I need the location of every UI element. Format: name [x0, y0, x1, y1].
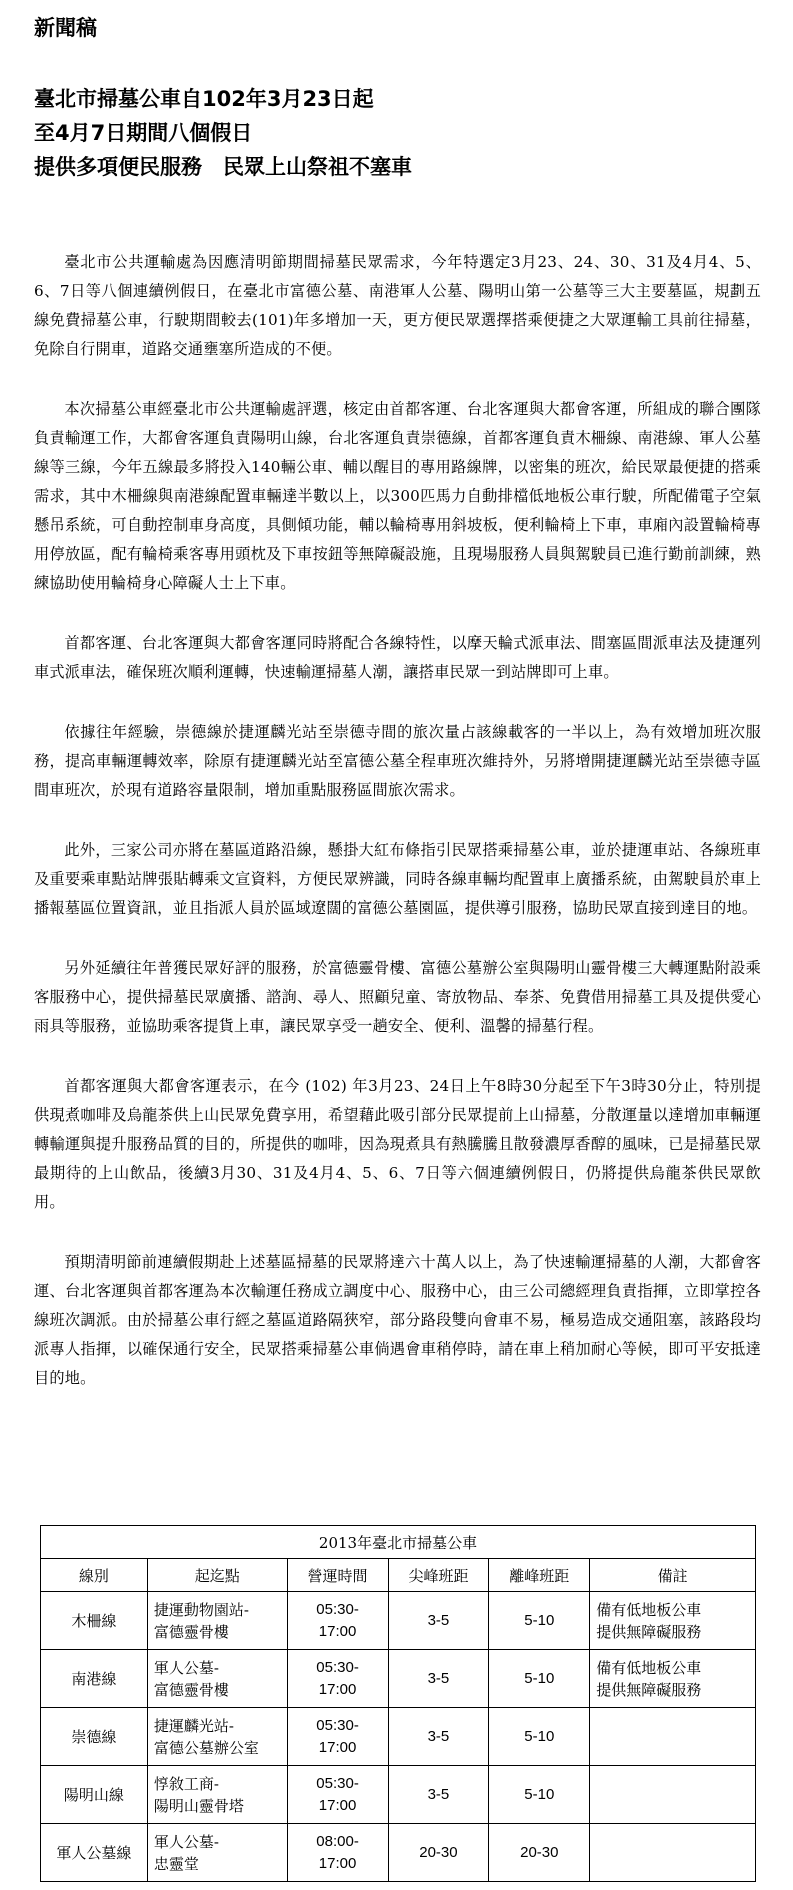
route-end: 富德靈骨樓: [153, 1622, 229, 1641]
table-header-row: [41, 1559, 756, 1592]
offpeak-headway: 20-30: [489, 1824, 590, 1882]
column-header: 線別: [41, 1559, 148, 1592]
hours-start: 08:00-: [316, 1832, 359, 1850]
headline-line-1: 臺北市掃墓公車自102年3月23日起: [34, 87, 374, 111]
table-row: [41, 1592, 756, 1650]
route-start: 軍人公墓-: [153, 1832, 219, 1851]
route-end: 忠靈堂: [153, 1854, 199, 1873]
headline-line-3: 提供多項便民服務 民眾上山祭祖不塞車: [34, 155, 412, 179]
line-name: 陽明山線: [41, 1766, 148, 1824]
body-text: [34, 248, 761, 1424]
note-cell: [590, 1766, 756, 1824]
peak-headway: 3-5: [388, 1708, 489, 1766]
line-name: 軍人公墓線: [41, 1824, 148, 1882]
note-cell: [590, 1592, 756, 1650]
route-start: 惇敘工商-: [153, 1774, 219, 1793]
paragraph: 本次掃墓公車經臺北市公共運輸處評選，核定由首都客運、台北客運與大都會客運，所組成的聯合團隊負責輸運工作，大都會客運負責陽明山線，台北客運負責崇德線，首都客運負責木柵線、南港線、軍人公墓線等三線，今年五線最多將投入140輛公車、輔以醒目的專用路線牌，以密集的班次，給民眾最便捷的搭乘需求，其中木柵線與南港線配置車輛達半數以上，以300匹馬力自動排檔低地板公車行駛，所配備電子空氣懸吊系統，可自動控制車身高度，具側傾功能，輔以輪椅專用斜坡板，便利輪椅上下車，車廂內設置輪椅專用停放區，配有輪椅乘客專用頭枕及下車按鈕等無障礙設施，且現場服務人員與駕駛員已進行勤前訓練，熟練協助使用輪椅身心障礙人士上下車。: [34, 400, 761, 592]
route-cell: [147, 1650, 287, 1708]
offpeak-headway: 5-10: [489, 1708, 590, 1766]
peak-headway: 3-5: [388, 1592, 489, 1650]
hours-start: 05:30-: [316, 1658, 359, 1676]
offpeak-headway: 5-10: [489, 1650, 590, 1708]
hours-start: 05:30-: [316, 1774, 359, 1792]
line-name: 崇德線: [41, 1708, 148, 1766]
peak-headway: 3-5: [388, 1766, 489, 1824]
hours-end: 17:00: [318, 1680, 357, 1698]
note-cell: [590, 1650, 756, 1708]
route-start: 捷運麟光站-: [153, 1716, 234, 1735]
hours-cell: [287, 1592, 388, 1650]
column-header: 備註: [590, 1559, 756, 1592]
hours-start: 05:30-: [316, 1600, 359, 1618]
note-line: 備有低地板公車: [596, 1658, 702, 1677]
paragraph: 首都客運、台北客運與大都會客運同時將配合各線特性，以摩天輪式派車法、間塞區間派車法及捷運列車式派車法，確保班次順利運轉，快速輸運掃墓人潮，讓搭車民眾一到站牌即可上車。: [34, 634, 761, 681]
column-header: 離峰班距: [489, 1559, 590, 1592]
route-start: 捷運動物園站-: [153, 1600, 249, 1619]
headline: [34, 82, 412, 184]
offpeak-headway: 5-10: [489, 1766, 590, 1824]
paragraph: 預期清明節前連續假期赴上述墓區掃墓的民眾將達六十萬人以上，為了快速輸運掃墓的人潮，大都會客運、台北客運與首都客運為本次輸運任務成立調度中心、服務中心，由三公司總經理負責指揮，立即掌控各線班次調派。由於掃墓公車行經之墓區道路隔狹窄，部分路段雙向會車不易，極易造成交通阻塞，該路段均派專人指揮，以確保通行安全，民眾搭乘掃墓公車倘遇會車稍停時，請在車上稍加耐心等候，即可平安抵達目的地。: [34, 1253, 761, 1387]
hours-end: 17:00: [318, 1622, 357, 1640]
column-header: 起迄點: [147, 1559, 287, 1592]
table-row: [41, 1766, 756, 1824]
paragraph: 另外延續往年普獲民眾好評的服務，於富德靈骨樓、富德公墓辦公室與陽明山靈骨樓三大轉運點附設乘客服務中心，提供掃墓民眾廣播、諮詢、尋人、照顧兒童、寄放物品、奉茶、免費借用掃墓工具及提供愛心雨具等服務，並協助乘客提貨上車，讓民眾享受一趟安全、便利、溫馨的掃墓行程。: [34, 959, 761, 1035]
headline-line-2: 至4月7日期間八個假日: [34, 121, 253, 145]
route-cell: [147, 1766, 287, 1824]
route-end: 富德公墓辦公室: [153, 1738, 259, 1757]
table-row: [41, 1708, 756, 1766]
route-end: 富德靈骨樓: [153, 1680, 229, 1699]
hours-start: 05:30-: [316, 1716, 359, 1734]
paragraph: 首都客運與大都會客運表示，在今 (102) 年3月23、24日上午8時30分起至下午3時30分止，特別提供現煮咖啡及烏龍茶供上山民眾免費享用，希望藉此吸引部分民眾提前上山掃墓，分散運量以達增加車輛運轉輸運與提升服務品質的目的，所提供的咖啡，因為現煮具有熱騰騰且散發濃厚香醇的風味，已是掃墓民眾最期待的上山飲品，後續3月30、31及4月4、5、6、7日等六個連續例假日，仍將提供烏龍茶供民眾飲用。: [34, 1077, 761, 1211]
peak-headway: 3-5: [388, 1650, 489, 1708]
peak-headway: 20-30: [388, 1824, 489, 1882]
column-header: 尖峰班距: [388, 1559, 489, 1592]
line-name: 木柵線: [41, 1592, 148, 1650]
hours-end: 17:00: [318, 1738, 357, 1756]
schedule-table: [40, 1525, 756, 1882]
note-cell: [590, 1708, 756, 1766]
paragraph: 臺北市公共運輸處為因應清明節期間掃墓民眾需求，今年特選定3月23、24、30、31及4月4、5、6、7日等八個連續例假日，在臺北市富德公墓、南港軍人公墓、陽明山第一公墓等三大主要墓區，規劃五線免費掃墓公車，行駛期間較去(101)年多增加一天，更方便民眾選擇搭乘便捷之大眾運輸工具前往掃墓，免除自行開車，道路交通壅塞所造成的不便。: [34, 253, 761, 358]
paragraph: 此外，三家公司亦將在墓區道路沿線，懸掛大紅布條指引民眾搭乘掃墓公車，並於捷運車站、各線班車及重要乘車點站牌張貼轉乘文宣資料，方便民眾辨識，同時各線車輛均配置車上廣播系統，由駕駛員於車上播報墓區位置資訊，並且指派人員於區域遼闊的富德公墓園區，提供導引服務，協助民眾直接到達目的地。: [34, 841, 761, 917]
note-line: 備有低地板公車: [596, 1600, 702, 1619]
hours-cell: [287, 1708, 388, 1766]
table-row: [41, 1650, 756, 1708]
table-caption: 2013年臺北市掃墓公車: [41, 1526, 756, 1559]
line-name: 南港線: [41, 1650, 148, 1708]
paragraph: 依據往年經驗，崇德線於捷運麟光站至崇德寺間的旅次量占該線載客的一半以上，為有效增加班次服務，提高車輛運轉效率，除原有捷運麟光站至富德公墓全程車班次維持外，另將增開捷運麟光站至崇德寺區間車班次，於現有道路容量限制，增加重點服務區間旅次需求。: [34, 723, 761, 799]
hours-cell: [287, 1650, 388, 1708]
table-row: [41, 1824, 756, 1882]
route-cell: [147, 1592, 287, 1650]
route-cell: [147, 1824, 287, 1882]
offpeak-headway: 5-10: [489, 1592, 590, 1650]
hours-cell: [287, 1824, 388, 1882]
hours-end: 17:00: [318, 1854, 357, 1872]
route-end: 陽明山靈骨塔: [153, 1796, 244, 1815]
document-label: 新聞稿: [34, 16, 97, 40]
note-line: 提供無障礙服務: [596, 1680, 702, 1699]
hours-end: 17:00: [318, 1796, 357, 1814]
route-cell: [147, 1708, 287, 1766]
route-start: 軍人公墓-: [153, 1658, 219, 1677]
note-line: 提供無障礙服務: [596, 1622, 702, 1641]
hours-cell: [287, 1766, 388, 1824]
note-cell: [590, 1824, 756, 1882]
column-header: 營運時間: [287, 1559, 388, 1592]
